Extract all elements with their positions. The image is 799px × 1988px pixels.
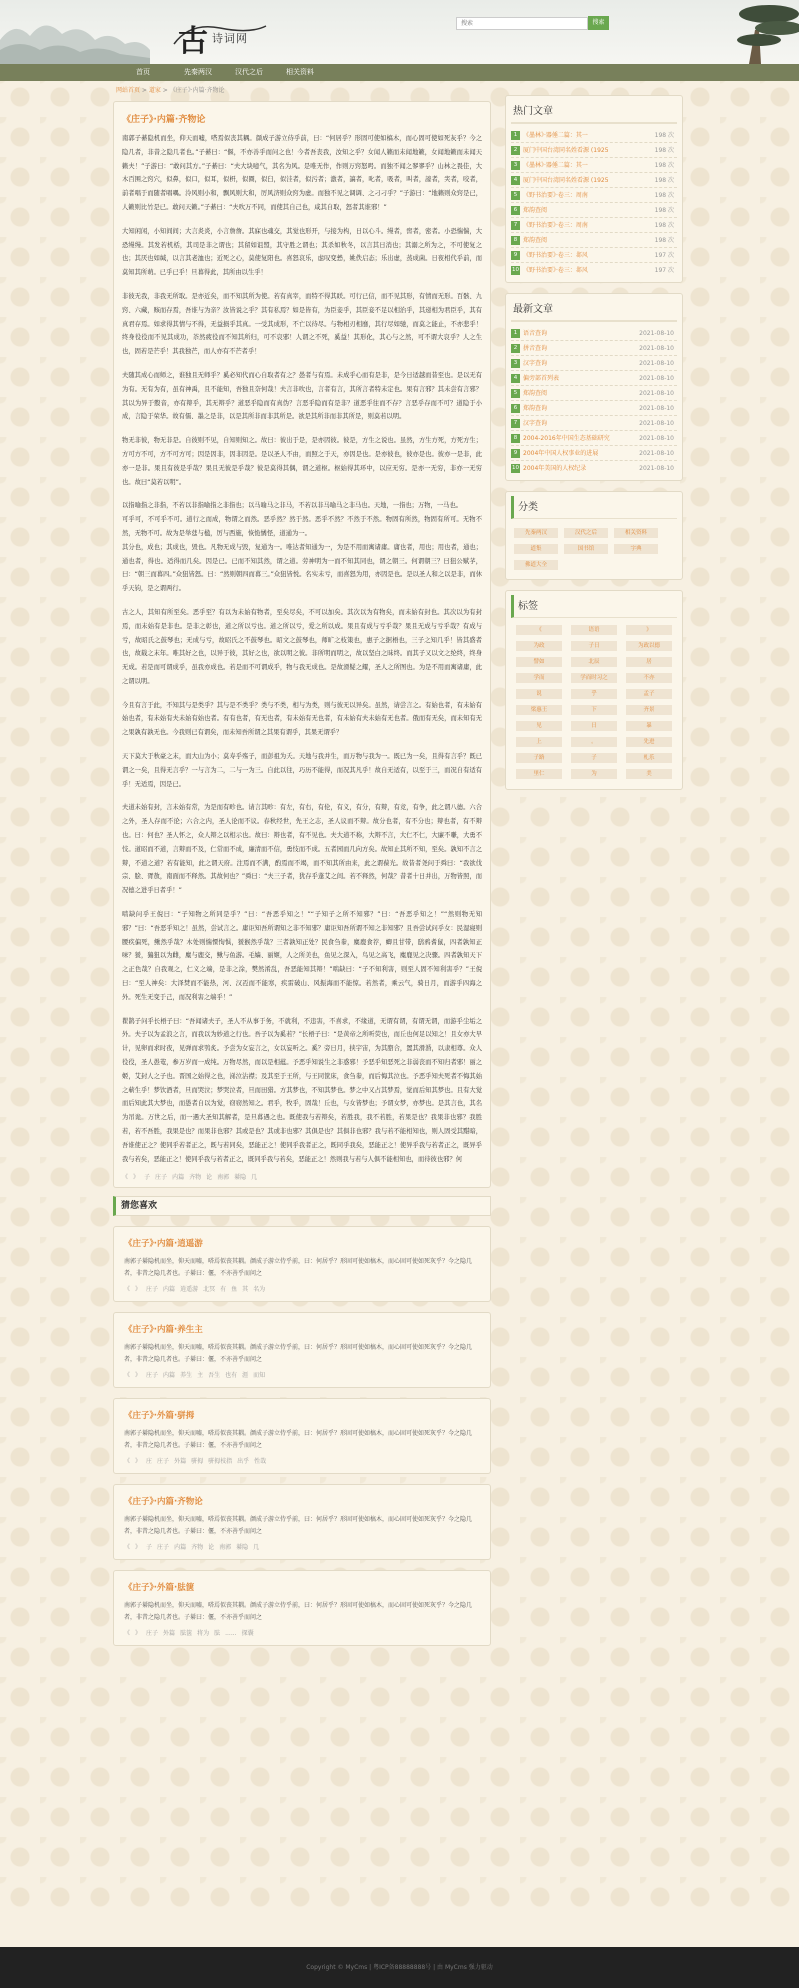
rank-badge: 4 <box>511 374 520 383</box>
latest-article-title[interactable]: 偏旁部首列表 <box>523 375 560 382</box>
tag-button[interactable]: 为 <box>571 769 617 779</box>
related-card-tag[interactable]: 鱼 <box>231 1286 238 1294</box>
related-card <box>113 1570 491 1646</box>
hot-article-title[interactable]: 《墨林》·器倕二篇：其一 <box>523 162 588 169</box>
rank-badge: 7 <box>511 221 520 230</box>
article-paragraph: 南郭子綦隐机而坐，仰天而嘘，嗒焉似丧其耦。颜成子游立侍乎前，曰：“何居乎？形固可使如槁木，而心固可使如死灰乎？今之隐几者，非昔之隐几者也。”子綦曰：“偃，不亦善乎而问之也！今者吾丧我，汝知之乎？女闻人籁而未闻地籁，女闻地籁而未闻天籁夫！”子游曰：“敢问其方。”子綦曰：“夫大块噫气，其名为风。是唯无作，作则万窍怒呺。而独不闻之翏翏乎？山林之畏佳，大木百围之窍穴，似鼻，似口，似耳，似枅，似圈，似臼，似洼者，似污者；激者，謞者，叱者，吸者，叫者，譹者，宎者，咬者，前者唱于而随者唱喁。泠风则小和，飘风则大和，厉风济则众窍为虚。而独不见之调调、之刁刁乎？”子游曰：“地籁则众窍是已，人籁则比竹是已。敢问天籁。”子綦曰：“夫吹万不同，而使其自己也，咸其自取，怒者其谁邪！” <box>122 135 482 211</box>
related-card-title[interactable]: 《庄子》·内篇·养生主 <box>124 1325 203 1336</box>
related-card-tag[interactable]: 逍遥游 <box>180 1286 199 1294</box>
related-card-title[interactable]: 《庄子》·外篇·胠箧 <box>124 1583 195 1594</box>
article-tag[interactable]: 论 <box>206 1174 213 1182</box>
category-list <box>511 523 677 575</box>
related-card-excerpt: 南郭子綦隐机而坐，仰天而嘘，嗒焉似丧其耦。颜成子游立侍乎前，曰：何居乎？形固可使如槁木，而心固可使如死灰乎？今之隐几者，非昔之隐几者也。子綦曰：偃，不亦善乎而问之 <box>124 1516 473 1536</box>
related-card-tag[interactable]: 出乎 <box>237 1458 250 1466</box>
related-card <box>113 1398 491 1474</box>
related-card-tag[interactable]: 綦隐 <box>236 1544 249 1552</box>
related-card-tag[interactable]: 外篇 <box>174 1458 187 1466</box>
publish-date: 2021-08-10 <box>639 435 674 442</box>
tag-button[interactable]: 譬如 <box>516 657 562 667</box>
latest-articles <box>505 293 683 481</box>
rank-badge: 2 <box>511 146 520 155</box>
hot-article-title[interactable]: 厦门中国台湾同名姓看源 (1925 <box>523 147 609 154</box>
related-card-tags <box>124 1284 480 1293</box>
related-card-excerpt: 南郭子綦隐机而坐，仰天而嘘，嗒焉似丧其耦。颜成子游立侍乎前，曰：何居乎？形固可使如槁木，而心固可使如死灰乎？今之隐几者，非昔之隐几者也。子綦曰：偃，不亦善乎而问之 <box>124 1344 473 1364</box>
category-button[interactable]: 道集 <box>514 544 558 554</box>
related-card-excerpt: 南郭子綦隐机而坐，仰天而嘘，嗒焉似丧其耦。颜成子游立侍乎前，曰：何居乎？形固可使如槁木，而心固可使如死灰乎？今之隐几者，非昔之隐几者也。子綦曰：偃，不亦善乎而问之 <box>124 1430 473 1450</box>
article-paragraph: 物无非彼，物无非是。自彼则不见，自知则知之。故曰：彼出于是，是亦因彼。彼是，方生之说也。虽然，方生方死，方死方生；方可方不可，方不可方可；因是因非，因非因是。是以圣人不由，而照之于天，亦因是也。是亦彼也，彼亦是也。彼亦一是非，此亦一是非。果且有彼是乎哉？果且无彼是乎哉？彼是莫得其偶，谓之道枢。枢始得其环中，以应无穷。是亦一无穷，非亦一无穷也。故曰“莫若以明”。 <box>122 437 482 486</box>
related-card-tag[interactable]: 《 <box>124 1630 131 1638</box>
hot-article-title[interactable]: 《野书治要》·卷三：邶风 <box>523 252 588 259</box>
hot-article-row[interactable] <box>511 188 677 203</box>
hot-article-title[interactable]: 郑韵查阅 <box>523 237 548 244</box>
related-card-excerpt: 南郭子綦隐机而坐，仰天而嘘，嗒焉似丧其耦。颜成子游立侍乎前，曰：何居乎？形固可使如槁木，而心固可使如死灰乎？今之隐几者，非昔之隐几者也。子綦曰：偃，不亦善乎而问之 <box>124 1258 473 1278</box>
tag-button[interactable]: 上 <box>516 737 562 747</box>
tag-button[interactable]: 居 <box>626 657 672 667</box>
breadcrumb-section[interactable]: 道家 <box>148 87 161 94</box>
tag-cloud <box>505 590 683 790</box>
publish-date: 2021-08-10 <box>639 420 674 427</box>
category-button[interactable]: 字典 <box>614 544 658 554</box>
tag-button[interactable]: 不亦 <box>626 673 672 683</box>
rank-badge: 1 <box>511 329 520 338</box>
latest-article-title[interactable]: 2004年美国的人权纪录 <box>523 465 587 472</box>
article-tag[interactable]: 庄子 <box>155 1174 168 1182</box>
publish-date: 2021-08-10 <box>639 330 674 337</box>
category-button[interactable]: 汉代之后 <box>564 528 608 538</box>
view-count: 198 次 <box>654 192 674 199</box>
publish-date: 2021-08-10 <box>639 375 674 382</box>
search-button[interactable]: 搜索 <box>588 16 609 30</box>
article-paragraph: 夫道未始有封，言未始有常，为是而有畛也。请言其畛：有左，有右，有伦，有义，有分，有辩，有竞，有争，此之谓八德。六合之外，圣人存而不论；六合之内，圣人论而不议。春秋经世，先王之志，圣人议而不辩。故分也者，有不分也；辩也者，有不辩也。曰：何也？圣人怀之，众人辩之以相示也。故曰：辩也者，有不见也。夫大道不称，大辩不言，大仁不仁，大廉不嗛，大勇不忮。道昭而不道，言辩而不及，仁常而不成，廉清而不信，勇忮而不成。五者园而几向方矣。故知止其所不知，至矣。孰知不言之辩，不道之道？若有能知，此之谓天府。注焉而不满，酌焉而不竭，而不知其所由来，此之谓葆光。故昔者尧问于舜曰：“我欲伐宗、脍、胥敖，南面而不释然。其故何也？”舜曰：“夫三子者，犹存乎蓬艾之间。若不释然，何哉？昔者十日并出，万物皆照，而况德之进乎日者乎！” <box>122 804 482 895</box>
hot-article-row[interactable] <box>511 218 677 233</box>
view-count: 197 次 <box>654 252 674 259</box>
article-paragraph: 大知闲闲，小知间间；大言炎炎，小言詹詹。其寐也魂交，其觉也形开，与接为构，日以心斗。缦者，窖者，密者。小恐惴惴，大恐缦缦。其发若机栝，其司是非之谓也；其留如诅盟，其守胜之谓也；其杀如秋冬，以言其日消也；其溺之所为之，不可使复之也；其厌也如缄，以言其老洫也；近死之心，莫使复阳也。喜怒哀乐，虑叹变慹，姚佚启态；乐出虚，蒸成菌。日夜相代乎前，而莫知其所萌。已乎已乎！旦暮得此，其所由以生乎！ <box>122 227 482 277</box>
article-tag[interactable]: 《 <box>122 1174 129 1182</box>
related-card-tag[interactable]: 胠箧 <box>180 1630 193 1638</box>
article-paragraph: 以指喻指之非指，不若以非指喻指之非指也；以马喻马之非马，不若以非马喻马之非马也。天地，一指也；万物，一马也。 <box>122 502 463 510</box>
hot-article-row[interactable] <box>511 128 677 143</box>
nav-post-han[interactable]: 汉代之后 <box>235 68 263 76</box>
rank-badge: 5 <box>511 389 520 398</box>
related-card-tag[interactable]: 论 <box>208 1544 215 1552</box>
hot-article-row[interactable] <box>511 203 677 218</box>
rank-badge: 10 <box>512 465 519 471</box>
latest-article-title[interactable]: 郑韵查询 <box>523 405 548 412</box>
categories-heading: 分类 <box>511 496 677 519</box>
breadcrumb <box>116 85 491 97</box>
rank-badge: 1 <box>511 131 520 140</box>
related-card-tag[interactable]: 内篇 <box>163 1372 176 1380</box>
footer-text: Copyright © MyCms | 粤ICP备88888888号 | 由 MyCms 强力驱动 <box>306 1964 493 1971</box>
related-card-tag[interactable]: 齐物 <box>191 1544 204 1552</box>
article-tag[interactable]: 綦隐 <box>234 1174 247 1182</box>
tag-button[interactable]: 日 <box>571 721 617 731</box>
tag-button[interactable]: 见 <box>516 721 562 731</box>
breadcrumb-separator: > <box>140 87 149 94</box>
tag-button[interactable]: 》 <box>626 625 672 635</box>
related-card-excerpt: 南郭子綦隐机而坐，仰天而嘘，嗒焉似丧其耦。颜成子游立侍乎前，曰：何居乎？形固可使如槁木，而心固可使如死灰乎？今之隐几者，非昔之隐几者也。子綦曰：偃，不亦善乎而问之 <box>124 1602 473 1622</box>
tag-button[interactable]: 美 <box>626 769 672 779</box>
view-count: 198 次 <box>654 147 674 154</box>
publish-date: 2021-08-10 <box>639 345 674 352</box>
breadcrumb-current: 《庄子》·内篇·齐物论 <box>169 87 225 94</box>
hot-article-title[interactable]: 郑韵查阅 <box>523 207 548 214</box>
site-logo[interactable] <box>164 14 274 59</box>
related-card-title[interactable]: 《庄子》·外篇·骈拇 <box>124 1411 195 1422</box>
search-input[interactable] <box>457 18 587 29</box>
tag-button[interactable]: 子日 <box>571 641 617 651</box>
publish-date: 2021-08-10 <box>639 360 674 367</box>
latest-article-title[interactable]: 2004年中国人权事业的进展 <box>523 450 599 457</box>
hot-article-row[interactable] <box>511 263 677 278</box>
nav-related[interactable]: 相关资料 <box>286 68 314 76</box>
main-nav <box>0 64 799 81</box>
view-count: 197 次 <box>654 267 674 274</box>
article-tag[interactable]: 内篇 <box>172 1174 185 1182</box>
article-paragraph: 其分也，成也；其成也，毁也。凡物无成与毁，复通为一。唯达者知通为一，为是不用而寓诸庸。庸也者，用也；用也者，通也；通也者，得也。适得而几矣。因是已。已而不知其然，谓之道。劳神明为一而不知其同也，谓之朝三。何谓朝三？曰狙公赋芧，曰：“朝三而暮四。”众狙皆怒。曰：“然则朝四而暮三。”众狙皆悦。名实未亏，而喜怒为用，亦因是也。是以圣人和之以是非，而休乎天钧，是之谓两行。 <box>122 543 482 593</box>
related-card-tag[interactable]: 内篇 <box>163 1286 176 1294</box>
tag-button[interactable]: 暴 <box>626 721 672 731</box>
rank-badge: 3 <box>511 161 520 170</box>
related-card-tag[interactable]: 内篇 <box>174 1544 187 1552</box>
related-card-tag[interactable]: 将为 <box>197 1630 210 1638</box>
article-tag[interactable]: 南郭 <box>217 1174 230 1182</box>
publish-date: 2021-08-10 <box>639 465 674 472</box>
related-card-tags <box>124 1370 480 1379</box>
tag-button[interactable]: 北辰 <box>571 657 617 667</box>
related-card-tag[interactable]: 》 <box>135 1286 142 1294</box>
tag-button[interactable]: 。 <box>571 737 617 747</box>
related-card-tag[interactable]: 外篇 <box>163 1630 176 1638</box>
tag-button[interactable]: 梁惠王 <box>516 705 562 715</box>
nav-home[interactable]: 首页 <box>136 68 150 76</box>
related-card-tag[interactable]: 名为 <box>253 1286 266 1294</box>
related-card-title[interactable]: 《庄子》·内篇·齐物论 <box>124 1497 203 1508</box>
rank-badge: 9 <box>511 251 520 260</box>
related-card-tag[interactable]: 而知 <box>253 1372 266 1380</box>
related-card-tag[interactable]: 《 <box>124 1286 131 1294</box>
rank-badge: 8 <box>511 236 520 245</box>
tag-button[interactable]: 子路 <box>516 753 562 763</box>
tag-button[interactable]: 《 <box>516 625 562 635</box>
article-tag[interactable]: 子 <box>144 1174 151 1182</box>
related-heading: 猜您喜欢 <box>113 1196 491 1216</box>
latest-article-row[interactable] <box>511 431 677 446</box>
related-card-tag[interactable]: ...... <box>225 1630 237 1638</box>
article-tag[interactable]: 齐物 <box>189 1174 202 1182</box>
related-card-tag[interactable]: 》 <box>135 1458 142 1466</box>
hot-articles-heading: 热门文章 <box>511 100 677 124</box>
related-card-tag[interactable]: 庄 <box>146 1458 153 1466</box>
view-count: 198 次 <box>654 222 674 229</box>
publish-date: 2021-08-10 <box>639 405 674 412</box>
related-card-tag[interactable]: 探囊 <box>241 1630 254 1638</box>
breadcrumb-separator: > <box>160 87 170 94</box>
article-paragraph: 非彼无我，非我无所取。是亦近矣，而不知其所为使。若有真宰，而特不得其眹。可行已信，而不见其形，有情而无形。百骸、九窍、六藏，赅而存焉，吾谁与为亲？汝皆说之乎？其有私焉？如是皆有，为臣妾乎，其臣妾不足以相治乎，其递相为君臣乎，其有真君存焉。如求得其情与不得，无益损乎其真。一受其成形，不亡以待尽。与物相刃相靡，其行尽如驰，而莫之能止，不亦悲乎！终身役役而不见其成功，苶然疲役而不知其所归，可不哀邪！人谓之不死，奚益！其形化，其心与之然，可不谓大哀乎？人之生也，固若是芒乎！其我独芒，而人亦有不芒者乎！ <box>122 292 482 356</box>
related-card-tag[interactable]: 子 <box>146 1544 153 1552</box>
hot-article-row[interactable] <box>511 248 677 263</box>
tag-button[interactable]: 为政 <box>516 641 562 651</box>
latest-article-row[interactable] <box>511 386 677 401</box>
related-card-tag[interactable]: 南郭 <box>219 1544 232 1552</box>
latest-article-row[interactable] <box>511 356 677 371</box>
related-card-tag[interactable]: 《 <box>124 1372 131 1380</box>
related-card-tag[interactable]: 》 <box>135 1630 142 1638</box>
view-count: 198 次 <box>654 177 674 184</box>
tag-button[interactable]: 学而 <box>516 673 562 683</box>
related-card-tag[interactable]: 《 <box>124 1544 131 1552</box>
article-paragraph: 啮缺问乎王倪曰：“子知物之所同是乎？”曰：“吾恶乎知之！”“子知子之所不知邪？”曰：“吾恶乎知之！”“然则物无知邪？”曰：“吾恶乎知之！虽然，尝试言之。庸讵知吾所谓知之非不知邪？庸讵知吾所谓不知之非知邪？且吾尝试问乎女：民湿寝则腰疾偏死，鳅然乎哉？木处则惴慄恂惧，猨猴然乎哉？三者孰知正处？民食刍豢，麋鹿食荐，蝍且甘带，鸱鸦耆鼠，四者孰知正味？猨，猵狙以为雌，麋与鹿交，鳅与鱼游。毛嫱、丽姬，人之所美也，鱼见之深入，鸟见之高飞，麋鹿见之决骤。四者孰知天下之正色哉？自我观之，仁义之端，是非之涂，樊然淆乱，吾恶能知其辩！”啮缺曰：“子不知利害，则至人固不知利害乎？”王倪曰：“至人神矣：大泽焚而不能热，河、汉冱而不能寒，疾雷破山、风振海而不能惊。若然者，乘云气，骑日月，而游乎四海之外。死生无变于己，而况利害之端乎！” <box>122 911 482 1001</box>
related-card-tag[interactable]: 《 <box>124 1458 131 1466</box>
mountain-landscape-decoration <box>0 10 150 64</box>
latest-article-title[interactable]: 汉字查询 <box>523 360 548 367</box>
search-box <box>456 17 588 30</box>
rank-badge: 4 <box>511 176 520 185</box>
related-card-tag[interactable]: 庄子 <box>157 1544 170 1552</box>
publish-date: 2021-08-10 <box>639 390 674 397</box>
view-count: 198 次 <box>654 237 674 244</box>
related-card-tag[interactable]: 庄子 <box>146 1372 159 1380</box>
related-card-tag[interactable]: 涯 <box>242 1372 249 1380</box>
tag-button[interactable]: 子 <box>571 753 617 763</box>
related-card-tags <box>124 1542 480 1551</box>
breadcrumb-home[interactable]: 网站首页 <box>116 87 141 94</box>
related-card-tag[interactable]: 庄子 <box>146 1286 159 1294</box>
latest-article-row[interactable] <box>511 371 677 386</box>
hot-article-row[interactable] <box>511 158 677 173</box>
related-card-tag[interactable]: 几 <box>253 1544 260 1552</box>
related-card-tag[interactable]: 也有 <box>225 1372 238 1380</box>
related-card-tag[interactable]: 》 <box>135 1372 142 1380</box>
related-card <box>113 1312 491 1388</box>
tag-button[interactable]: 说 <box>516 689 562 699</box>
rank-badge: 8 <box>511 434 520 443</box>
latest-article-row[interactable] <box>511 341 677 356</box>
related-card <box>113 1226 491 1302</box>
related-card-tag[interactable]: 有 <box>220 1286 227 1294</box>
article-tags <box>122 1172 482 1181</box>
related-card-tag[interactable]: 骈拇枝指 <box>208 1458 233 1466</box>
view-count: 198 次 <box>654 162 674 169</box>
site-footer <box>0 1947 799 1988</box>
article-tag[interactable]: 几 <box>251 1174 258 1182</box>
article <box>113 101 491 1188</box>
site-header <box>0 0 799 64</box>
related-card-tags <box>124 1456 480 1465</box>
article-paragraph: 今且有言于此，不知其与是类乎？其与是不类乎？类与不类，相与为类，则与彼无以异矣。虽然，请尝言之。有始也者，有未始有始也者，有未始有夫未始有始也者。有有也者，有无也者，有未始有无也者，有未始有夫未始有无也者。俄而有无矣，而未知有无之果孰有孰无也。今我则已有谓矣，而未知吾所谓之其果有谓乎，其果无谓乎？ <box>122 701 482 737</box>
tag-button[interactable]: 孟子 <box>626 689 672 699</box>
latest-article-row[interactable] <box>511 416 677 431</box>
tag-button[interactable]: 学而时习之 <box>571 673 617 683</box>
related-card-tag[interactable]: 性哉 <box>254 1458 267 1466</box>
hot-article-title[interactable]: 《墨林》·器倕二篇：其一 <box>523 132 588 139</box>
pine-tree-decoration <box>719 0 799 64</box>
tag-button[interactable]: 齐景 <box>626 705 672 715</box>
category-button[interactable]: 国书馆 <box>564 544 608 554</box>
rank-badge: 6 <box>511 404 520 413</box>
nav-pre-qin[interactable]: 先秦两汉 <box>184 68 212 76</box>
rank-badge: 3 <box>511 359 520 368</box>
view-count: 198 次 <box>654 207 674 214</box>
related-card-tag[interactable]: 北冥 <box>203 1286 216 1294</box>
category-button[interactable]: 佛道大全 <box>514 560 558 570</box>
hot-article-row[interactable] <box>511 173 677 188</box>
category-button[interactable]: 先秦两汉 <box>514 528 558 538</box>
related-card-tag[interactable]: 其 <box>242 1286 249 1294</box>
related-card <box>113 1484 491 1560</box>
logo-character: 古 <box>178 24 208 59</box>
hot-article-row[interactable] <box>511 233 677 248</box>
publish-date: 2021-08-10 <box>639 450 674 457</box>
latest-article-row[interactable] <box>511 326 677 341</box>
article-paragraph: 古之人，其知有所至矣。恶乎至？有以为未始有物者，至矣尽矣，不可以加矣。其次以为有物矣，而未始有封也。其次以为有封焉，而未始有是非也。是非之彰也，道之所以亏也。道之所以亏，爱之所以成。果且有成与亏乎哉？果且无成与亏乎哉？有成与亏，故昭氏之鼓琴也；无成与亏，故昭氏之不鼓琴也。昭文之鼓琴也，师旷之枝策也，惠子之据梧也，三子之知几乎！皆其盛者也，故载之末年。唯其好之也，以异于彼，其好之也，欲以明之彼。非所明而明之，故以坚白之昧终。而其子又以文之纶终，终身无成。若是而可谓成乎，虽我亦成也。若是而不可谓成乎，物与我无成也。是故滑疑之耀，圣人之所图也。为是不用而寓诸庸，此之谓以明。 <box>122 608 482 685</box>
article-title: 《庄子》·内篇·齐物论 <box>122 115 206 125</box>
article-paragraph: 天下莫大于秋豪之末，而大山为小；莫寿乎殇子，而彭祖为夭。天地与我并生，而万物与我为一。既已为一矣，且得有言乎？既已谓之一矣，且得无言乎？一与言为二，二与一为三。自此以往，巧历不能得，而况其凡乎！故自无适有，以至于三，而况自有适有乎！无适焉，因是已。 <box>122 753 482 788</box>
rank-badge: 10 <box>512 267 519 273</box>
article-paragraph: 可乎可，不可乎不可。道行之而成，物谓之而然。恶乎然？然于然。恶乎不然？不然于不然。物固有所然，物固有所可。无物不然，无物不可。故为是举莛与楹，厉与西施，恢恑憰怪，道通为一。 <box>122 516 482 537</box>
rank-badge: 5 <box>511 191 520 200</box>
rank-badge: 6 <box>511 206 520 215</box>
related-card-tag[interactable]: 》 <box>135 1544 142 1552</box>
hot-article-row[interactable] <box>511 143 677 158</box>
related-card-tag[interactable]: 吾生 <box>208 1372 221 1380</box>
related-card-title[interactable]: 《庄子》·内篇·逍遥游 <box>124 1239 203 1250</box>
latest-article-title[interactable]: 2004-2016年中国生态基础研究 <box>523 435 610 442</box>
hot-article-title[interactable]: 《野书治要》·卷三：邶风 <box>523 267 588 274</box>
latest-article-title[interactable]: 拼音查询 <box>523 345 548 352</box>
latest-article-title[interactable]: 郑韵查阅 <box>523 390 548 397</box>
hot-article-title[interactable]: 《野书治要》·卷三：周南 <box>523 222 588 229</box>
latest-article-title[interactable]: 语音查询 <box>523 330 548 337</box>
tag-cloud-grid <box>511 622 677 785</box>
article-paragraph: 夫随其成心而师之，谁独且无师乎？奚必知代而心自取者有之？愚者与有焉。未成乎心而有是非，是今日适越而昔至也。是以无有为有。无有为有，虽有神禹，且不能知，吾独且奈何哉！夫言非吹也，言者有言，其所言者特未定也。果有言邪？其未尝有言邪？其以为异于鷇音，亦有辩乎，其无辩乎？道恶乎隐而有真伪？言恶乎隐而有是非？道恶乎往而不存？言恶乎存而不可？道隐于小成，言隐于荣华。故有儒、墨之是非，以是其所非而非其所是。欲是其所非而非其所是，则莫若以明。 <box>122 371 482 421</box>
latest-article-row[interactable] <box>511 446 677 461</box>
tag-button[interactable]: 里仁 <box>516 769 562 779</box>
tag-cloud-heading: 标签 <box>511 595 677 618</box>
latest-article-title[interactable]: 汉字查询 <box>523 420 548 427</box>
rank-badge: 7 <box>511 419 520 428</box>
related-card-tag[interactable]: 庄子 <box>157 1458 170 1466</box>
related-card-tag[interactable]: 主 <box>197 1372 204 1380</box>
latest-articles-heading: 最新文章 <box>511 298 677 322</box>
sidebar <box>505 95 683 800</box>
article-paragraph: 瞿鹊子问乎长梧子曰：“吾闻诸夫子，圣人不从事于务，不就利，不违害，不喜求，不缘道，无谓有谓，有谓无谓，而游乎尘垢之外。夫子以为孟浪之言，而我以为妙道之行也。吾子以为奚若？”长梧子曰：“是黄帝之所听荧也，而丘也何足以知之！且女亦大早计，见卵而求时夜，见弹而求鸮炙。予尝为女妄言之，女以妄听之。奚？旁日月，挟宇宙，为其脗合，置其滑涽，以隶相尊。众人役役，圣人愚芚，参万岁而一成纯。万物尽然，而以是相蕴。予恶乎知说生之非惑邪！予恶乎知恶死之非弱丧而不知归者邪！丽之姬，艾封人之子也。晋国之始得之也，涕泣沾襟；及其至于王所，与王同筐床，食刍豢，而后悔其泣也。予恶乎知夫死者不悔其始之蕲生乎！梦饮酒者，旦而哭泣；梦哭泣者，旦而田猎。方其梦也，不知其梦也。梦之中又占其梦焉，觉而后知其梦也。且有大觉而后知此其大梦也，而愚者自以为觉，窃窃然知之。君乎，牧乎，固哉！丘也，与女皆梦也；予谓女梦，亦梦也。是其言也，其名为吊诡。万世之后，而一遇大圣知其解者，是旦暮遇之也。既使我与若辩矣，若胜我，我不若胜，若果是也？我果非也邪？我胜若，若不吾胜，我果是也？而果非也邪？其或是也？其或非也邪？其俱是也？其俱非也邪？我与若不能相知也，则人固受其黮暗，吾谁使正之？使同乎若者正之，既与若同矣，恶能正之！使同乎我者正之，既同乎我矣，恶能正之！使异乎我与若者正之，既异乎我与若矣，恶能正之！使同乎我与若者正之，既同乎我与若矣，恶能正之！然则我与若与人俱不能相知也，而待彼也邪？何 <box>122 1017 482 1163</box>
latest-article-row[interactable] <box>511 401 677 416</box>
tag-button[interactable]: 乎 <box>571 689 617 699</box>
tag-button[interactable]: 札乐 <box>626 753 672 763</box>
rank-badge: 2 <box>511 344 520 353</box>
hot-article-title[interactable]: 厦门中国台湾同名姓看源 (1925 <box>523 177 609 184</box>
hot-article-title[interactable]: 《野书治要》·卷三：周南 <box>523 192 588 199</box>
related-card-tag[interactable]: 胠 <box>214 1630 221 1638</box>
logo-text: 诗词网 <box>212 32 248 45</box>
related-card-tag[interactable]: 庄子 <box>146 1630 159 1638</box>
related-card-tag[interactable]: 骈拇 <box>191 1458 204 1466</box>
hot-articles <box>505 95 683 283</box>
rank-badge: 9 <box>511 449 520 458</box>
main-content <box>113 85 491 1646</box>
view-count: 198 次 <box>654 132 674 139</box>
related-card-tags <box>124 1628 480 1637</box>
tag-button[interactable]: 语语 <box>571 625 617 635</box>
related-card-tag[interactable]: 养生 <box>180 1372 193 1380</box>
tag-button[interactable]: 下 <box>571 705 617 715</box>
latest-article-row[interactable] <box>511 461 677 476</box>
tag-button[interactable]: 先进 <box>626 737 672 747</box>
category-button[interactable]: 相关资料 <box>614 528 658 538</box>
categories <box>505 491 683 580</box>
tag-button[interactable]: 为政以德 <box>626 641 672 651</box>
article-tag[interactable]: 》 <box>133 1174 140 1182</box>
